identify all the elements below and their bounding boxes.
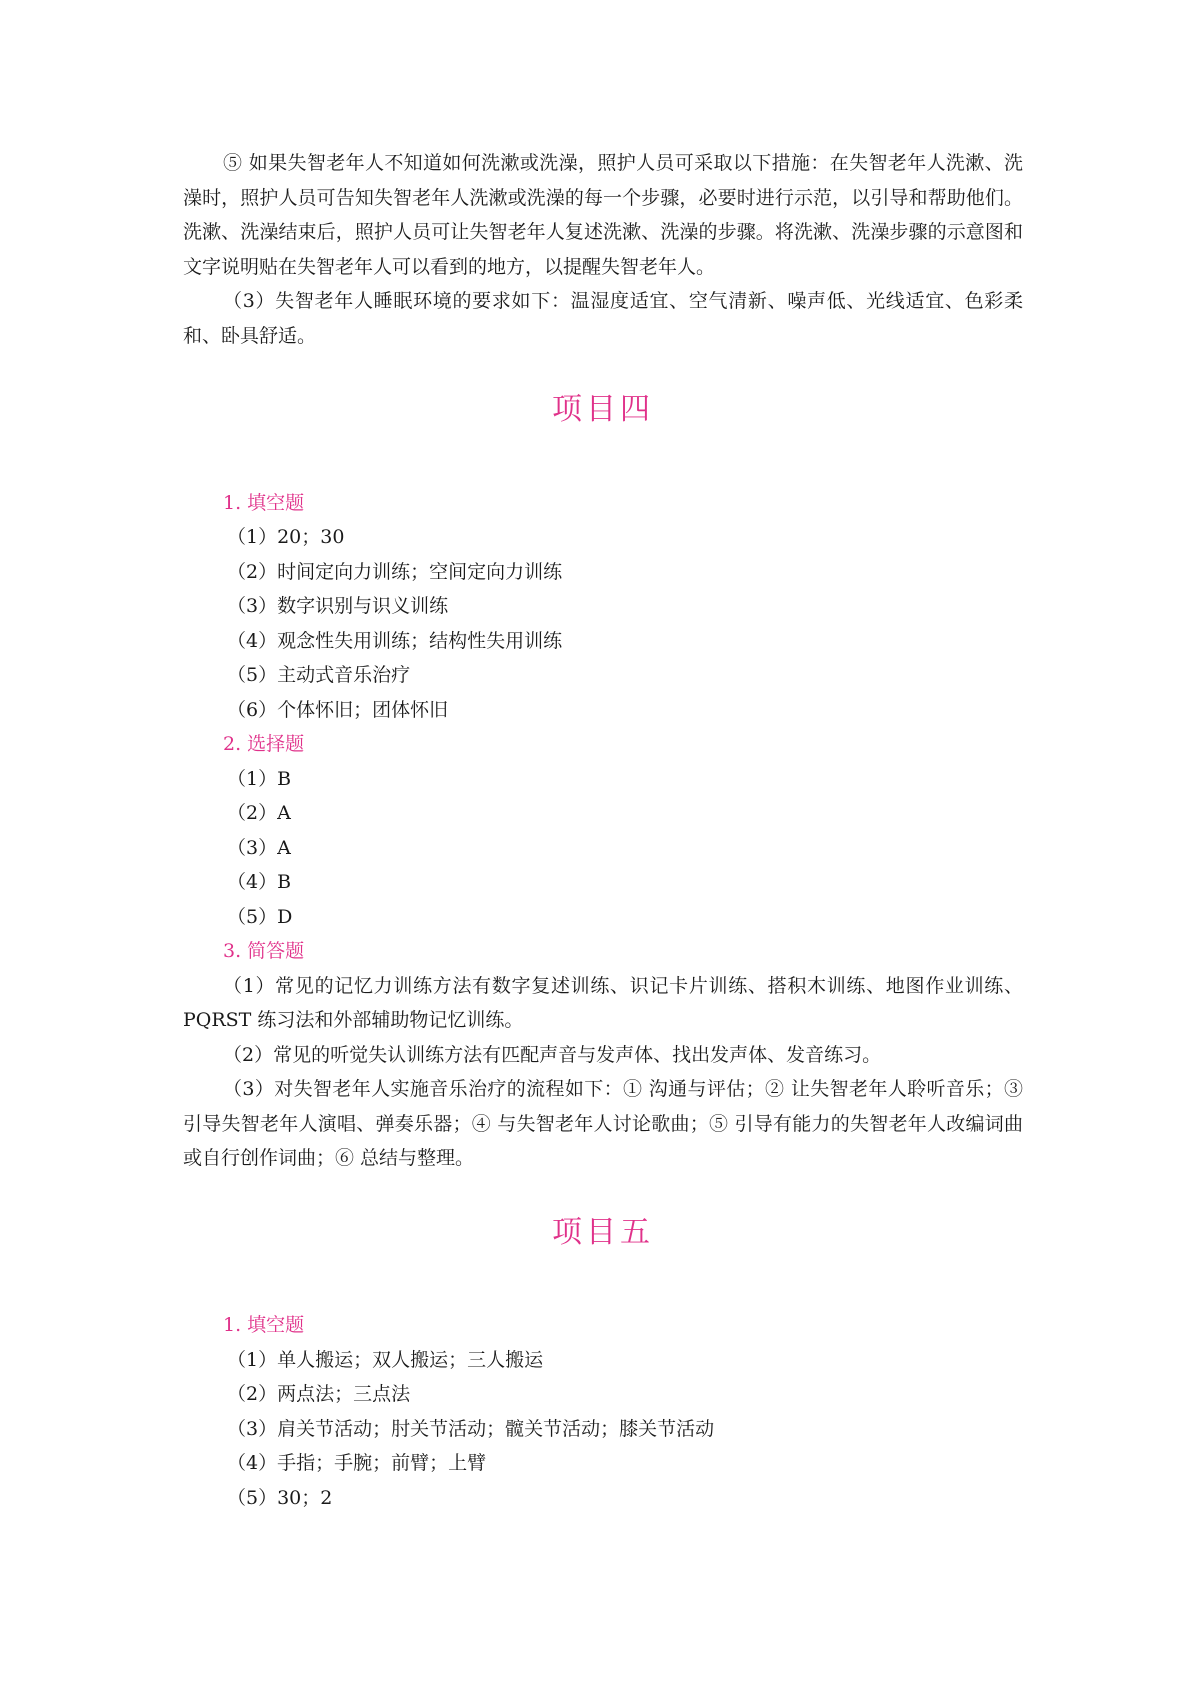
s4-fill-item-3: （3）数字识别与识义训练 bbox=[227, 595, 449, 617]
s4-choice-item-2: （2）A bbox=[227, 802, 291, 824]
s4-choice-item-1: （1）B bbox=[227, 767, 292, 790]
s4-choice-item-4: （4）B bbox=[227, 871, 292, 893]
s4-fill-item-6: （6）个体怀旧；团体怀旧 bbox=[227, 698, 449, 721]
s4-fill-heading: 1. 填空题 bbox=[223, 491, 305, 514]
s4-fill-item-5: （5）主动式音乐治疗 bbox=[227, 664, 411, 686]
page-content bbox=[183, 146, 1023, 1515]
s4-choice-item-5: （5）D bbox=[227, 905, 293, 928]
intro-paragraph-2: （3）失智老年人睡眠环境的要求如下：温湿度适宜、空气清新、噪声低、光线适宜、色彩柔和、卧具舒适。 bbox=[183, 290, 1023, 347]
section-5-title: 项目五 bbox=[552, 1214, 654, 1250]
s5-fill-item-2: （2）两点法；三点法 bbox=[227, 1383, 411, 1405]
s4-fill-item-4: （4）观念性失用训练；结构性失用训练 bbox=[227, 629, 563, 652]
s5-fill-item-5: （5）30；2 bbox=[227, 1486, 333, 1509]
intro-paragraph-1: ⑤ 如果失智老年人不知道如何洗漱或洗澡，照护人员可采取以下措施：在失智老年人洗漱、洗澡时，照护人员可告知失智老年人洗漱或洗澡的每一个步骤，必要时进行示范，以引导和帮助他们。洗漱、洗澡结束后，照护人员可让失智老年人复述洗漱、洗澡的步骤。将洗漱、洗澡步骤的示意图和文字说明贴在失智老年人可以看到的地方，以提醒失智老年人。 bbox=[183, 152, 1023, 278]
s5-fill-heading: 1. 填空题 bbox=[223, 1314, 305, 1336]
s5-fill-item-1: （1）单人搬运；双人搬运；三人搬运 bbox=[227, 1348, 544, 1371]
s4-fill-item-1: （1）20；30 bbox=[227, 526, 345, 548]
s4-fill-item-2: （2）时间定向力训练；空间定向力训练 bbox=[227, 560, 563, 583]
s4-short-heading: 3. 简答题 bbox=[223, 940, 305, 962]
s5-fill-item-3: （3）肩关节活动；肘关节活动；髋关节活动；膝关节活动 bbox=[227, 1417, 715, 1440]
section-4-title: 项目四 bbox=[552, 392, 654, 427]
s4-short-item-2: （2）常见的听觉失认训练方法有匹配声音与发声体、找出发声体、发音练习。 bbox=[223, 1043, 882, 1066]
s4-short-item-3: （3）对失智老年人实施音乐治疗的流程如下：① 沟通与评估；② 让失智老年人聆听音乐；③ 引导失智老年人演唱、弹奏乐器；④ 与失智老年人讨论歌曲；⑤ 引导有能力的失智老年人改编词曲或自行创作词曲；⑥ 总结与整理。 bbox=[183, 1078, 1023, 1169]
s4-choice-item-3: （3）A bbox=[227, 836, 291, 859]
s4-short-item-1: （1）常见的记忆力训练方法有数字复述训练、识记卡片训练、搭积木训练、地图作业训练、PQRST 练习法和外部辅助物记忆训练。 bbox=[183, 974, 1023, 1031]
s4-choice-heading: 2. 选择题 bbox=[223, 733, 305, 755]
s5-fill-item-4: （4）手指；手腕；前臂；上臂 bbox=[227, 1452, 487, 1474]
